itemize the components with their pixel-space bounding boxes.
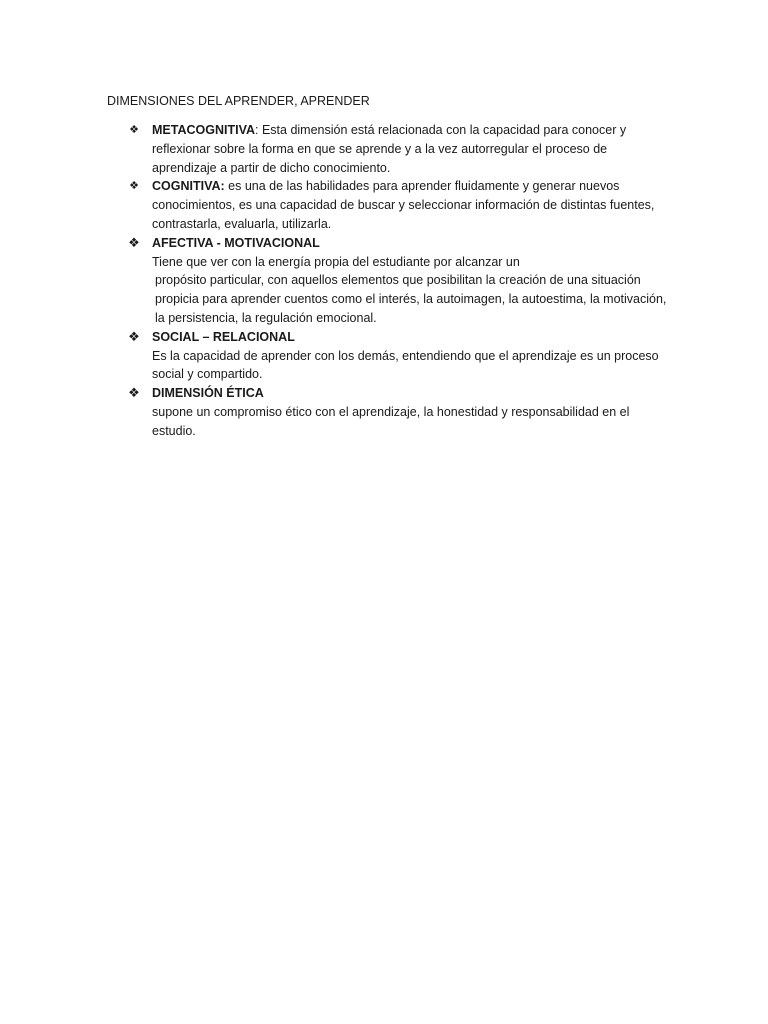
item-term: COGNITIVA:	[152, 179, 225, 194]
list-item-cognitiva	[127, 177, 667, 233]
diamond-bullet-icon: ❖	[128, 385, 140, 401]
item-text: Es la capacidad de aprender con los demás, entendiendo que el aprendizaje es un proceso social y compartido.	[152, 348, 659, 382]
item-term: SOCIAL – RELACIONAL	[152, 329, 295, 344]
item-text: supone un compromiso ético con el aprendizaje, la honestidad y responsabilidad en el estudio.	[152, 404, 630, 438]
diamond-bullet-icon: ❖	[129, 180, 139, 193]
item-term: DIMENSIÓN ÉTICA	[152, 386, 264, 401]
dimensions-list	[127, 121, 667, 441]
list-item-dimension-etica	[127, 384, 667, 440]
document-title: DIMENSIONES DEL APRENDER, APRENDER	[107, 94, 370, 108]
item-term: METACOGNITIVA	[152, 123, 256, 137]
list-item-social-relacional	[127, 328, 667, 384]
list-item-metacognitiva	[127, 121, 667, 177]
item-text-line: Tiene que ver con la energía propia del estudiante por alcanzar un	[152, 254, 520, 269]
item-term: AFECTIVA - MOTIVACIONAL	[152, 235, 320, 250]
diamond-bullet-icon: ❖	[128, 328, 140, 344]
diamond-bullet-icon: ❖	[128, 234, 140, 250]
item-separator: :	[255, 123, 259, 137]
list-item-afectiva-motivacional	[127, 234, 667, 328]
item-text-paragraph: propósito particular, con aquellos elementos que posibilitan la creación de una situación propicia para aprender cuentos como el interés, la autoimagen, la autoestima, la motivación, la persistencia, la regulación emocional.	[155, 273, 667, 325]
item-text: es una de las habilidades para aprender fluidamente y generar nuevos conocimientos, es una capacidad de buscar y seleccionar información de distintas fuentes, contrastarla, evaluarla, utilizarla.	[152, 179, 655, 231]
diamond-bullet-icon: ❖	[129, 124, 139, 136]
item-text: Esta dimensión está relacionada con la capacidad para conocer y reflexionar sobre la forma en que se aprende y a la vez autorregular el proceso de aprendizaje a partir de dicho conocimiento.	[152, 123, 627, 175]
